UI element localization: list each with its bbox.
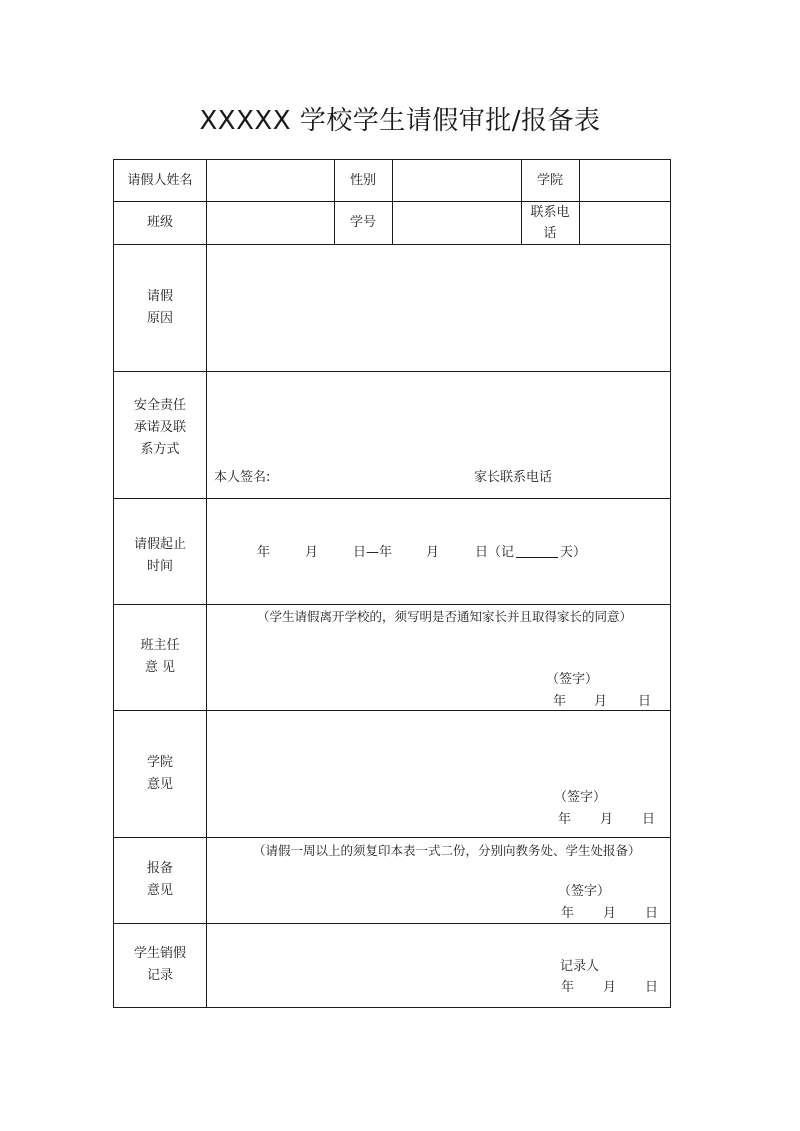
days-blank[interactable]	[516, 557, 558, 558]
recorder-label: 记录人	[560, 959, 600, 974]
name-field[interactable]	[207, 161, 333, 200]
safety-label-line1: 安全责任	[133, 398, 186, 413]
student-signature-label: 本人签名:	[214, 470, 271, 485]
safety-field[interactable]	[207, 372, 669, 467]
end-month-label: 月	[426, 545, 440, 560]
student-no-field[interactable]	[393, 202, 520, 243]
college-day-label: 日	[642, 812, 656, 827]
teacher-month-label: 月	[594, 694, 608, 709]
teacher-sign-label: （签字）	[546, 672, 599, 687]
cancel-month-label: 月	[603, 980, 617, 995]
college-opinion-label-line1: 学院	[146, 754, 173, 770]
report-month-label: 月	[603, 906, 617, 921]
teacher-label-line2: 意 见	[144, 660, 176, 675]
teacher-day-label: 日	[638, 694, 652, 709]
college-opinion-label-line2: 意见	[146, 776, 173, 792]
reason-label-line1: 请假	[146, 288, 173, 304]
period-label	[114, 498, 206, 604]
college-sign-label: （签字）	[554, 790, 607, 805]
college-year-label: 年	[558, 812, 572, 827]
class-field[interactable]	[207, 202, 333, 243]
report-label	[114, 837, 206, 923]
period-label-line1: 请假起止	[133, 537, 186, 552]
college-field[interactable]	[580, 161, 669, 200]
teacher-note: （学生请假离开学校的，须写明是否通知家长并且取得家长的同意）	[257, 609, 633, 624]
reason-label-line2: 原因	[146, 310, 173, 326]
cancel-year-label: 年	[561, 980, 575, 995]
reason-label	[114, 244, 206, 371]
teacher-label-line1: 班主任	[140, 638, 180, 653]
phone-label	[521, 201, 579, 244]
gender-field[interactable]	[393, 161, 520, 200]
safety-label-line2: 承诺及联	[133, 420, 186, 435]
phone-field[interactable]	[580, 202, 669, 243]
report-label-line2: 意见	[146, 883, 173, 898]
class-label: 班级	[146, 214, 173, 230]
report-day-label: 日	[645, 906, 659, 921]
start-year-label: 年	[257, 545, 271, 560]
report-note: （请假一周以上的须复印本表一式二份，分别向教务处、学生处报备）	[253, 843, 641, 858]
start-day-end-year-label: 日—年	[353, 545, 393, 560]
report-sign-label: （签字）	[558, 884, 611, 899]
cancel-day-label: 日	[645, 980, 659, 995]
phone-label-line2: 话	[543, 225, 557, 241]
period-days-label	[475, 543, 586, 563]
form-title: XXXXX 学校学生请假审批/报备表	[199, 106, 601, 136]
cancel-label-line1: 学生销假	[133, 946, 186, 961]
parent-phone-label: 家长联系电话	[474, 470, 553, 485]
college-month-label: 月	[600, 812, 614, 827]
teacher-label	[114, 604, 206, 710]
report-year-label: 年	[561, 906, 575, 921]
report-label-line1: 报备	[146, 861, 173, 876]
end-day-label: 日（记	[475, 545, 515, 560]
student-no-label: 学号	[349, 214, 376, 230]
reason-field[interactable]	[207, 245, 669, 370]
start-month-label: 月	[305, 545, 319, 560]
leave-application-form	[113, 159, 671, 1008]
teacher-year-label: 年	[553, 694, 567, 709]
college-opinion-label	[114, 710, 206, 837]
cancel-label	[114, 923, 206, 1007]
days-label: 天）	[560, 545, 587, 560]
cancel-label-line2: 记录	[146, 968, 173, 983]
college-label: 学院	[536, 172, 563, 188]
name-label: 请假人姓名	[127, 172, 193, 188]
phone-label-line1: 联系电	[530, 204, 570, 220]
safety-label	[114, 371, 206, 477]
gender-label: 性别	[349, 172, 376, 188]
period-label-line2: 时间	[146, 559, 173, 574]
safety-label-line3: 系方式	[140, 442, 180, 457]
